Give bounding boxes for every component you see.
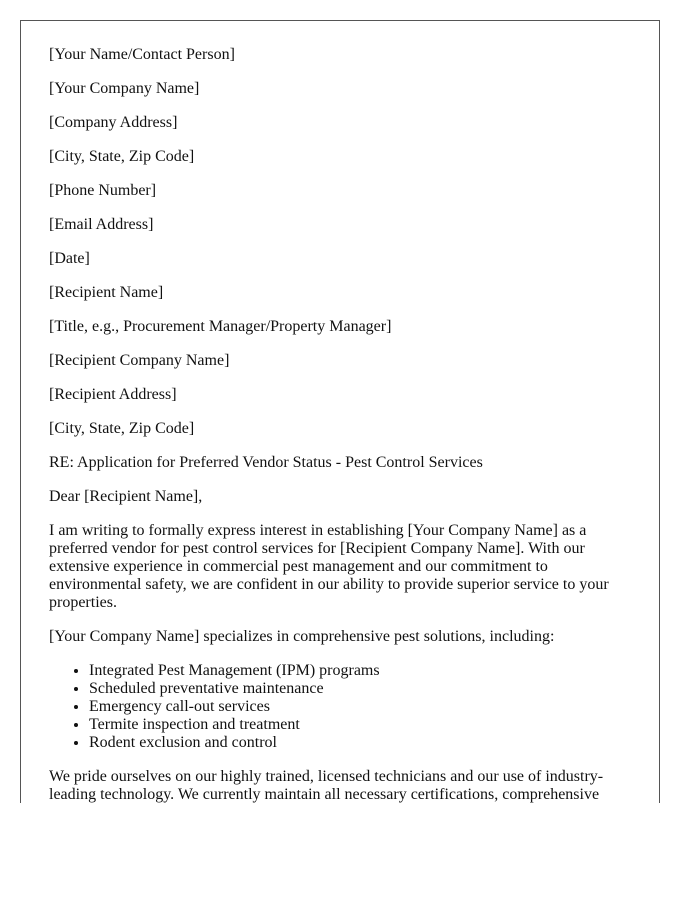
list-item: • Termite inspection and treatment <box>89 716 631 734</box>
recipient-city-state-zip: [City, State, Zip Code] <box>49 420 195 437</box>
recipient-address: [Recipient Address] <box>49 386 177 403</box>
sender-phone: [Phone Number] <box>49 182 157 199</box>
letter-page <box>20 20 660 803</box>
body-paragraph: [Your Company Name] specializes in comprehensive pest solutions, including: <box>49 628 555 645</box>
letter-date: [Date] <box>49 250 90 267</box>
recipient-company: [Recipient Company Name] <box>49 352 230 369</box>
sender-email: [Email Address] <box>49 216 154 233</box>
services-list <box>49 662 631 752</box>
list-item: • Rodent exclusion and control <box>89 734 631 752</box>
list-item: • Integrated Pest Management (IPM) programs <box>89 662 631 680</box>
sender-address: [Company Address] <box>49 114 178 131</box>
sender-name: [Your Name/Contact Person] <box>49 46 235 63</box>
list-item: • Emergency call-out services <box>89 698 631 716</box>
recipient-name: [Recipient Name] <box>49 284 164 301</box>
body-paragraph: I am writing to formally express interest in establishing [Your Company Name] as a preferred vendor for pest control services for [Recipient Company Name]. With our extensive experience in commercial pest management and our commitment to environmental safety, we are confident in our ability to provide superior service to your properties. <box>49 522 609 611</box>
sender-company: [Your Company Name] <box>49 80 200 97</box>
recipient-title: [Title, e.g., Procurement Manager/Property Manager] <box>49 318 392 335</box>
subject-line: RE: Application for Preferred Vendor Status - Pest Control Services <box>49 454 483 471</box>
body-paragraph: We pride ourselves on our highly trained, licensed technicians and our use of industry-leading technology. We currently maintain all necessary certifications, comprehensive <box>49 768 604 803</box>
sender-city-state-zip: [City, State, Zip Code] <box>49 148 195 165</box>
salutation: Dear [Recipient Name], <box>49 488 203 505</box>
list-item: • Scheduled preventative maintenance <box>89 680 631 698</box>
